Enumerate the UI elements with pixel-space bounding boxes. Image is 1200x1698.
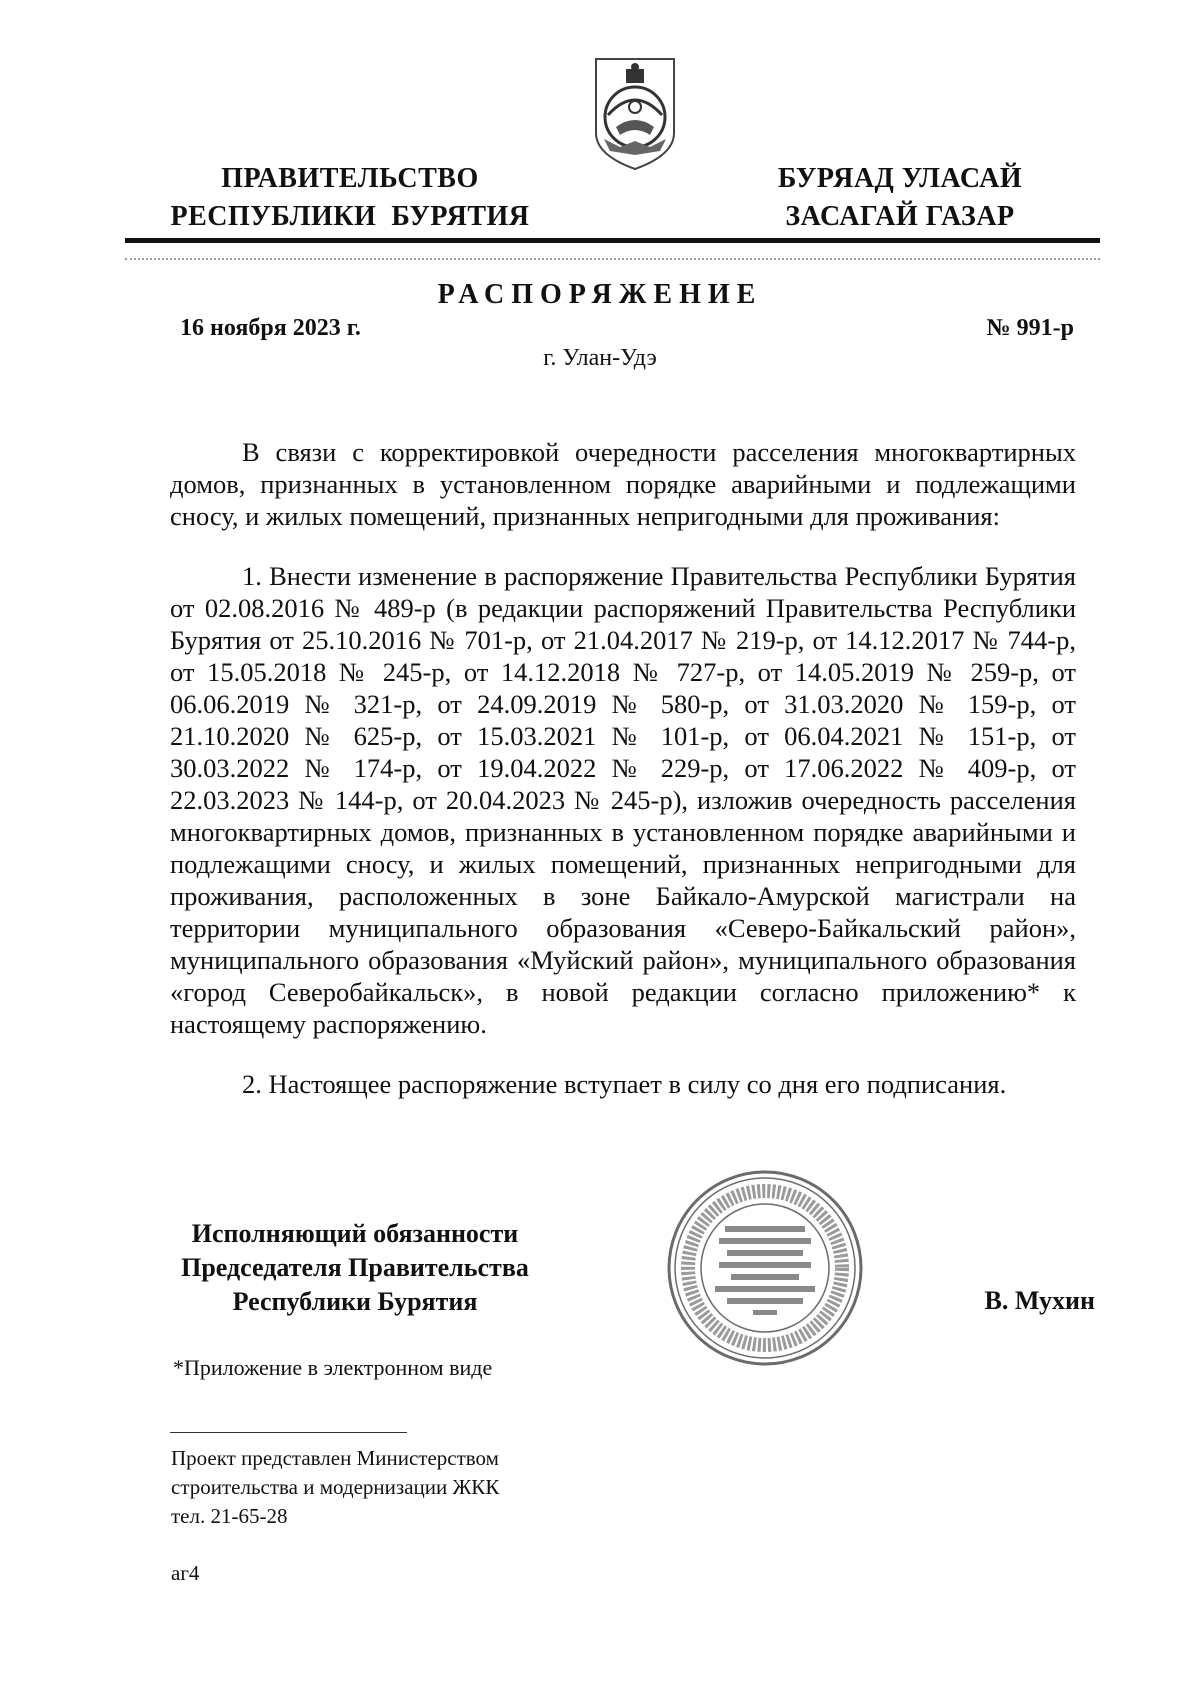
document-city: г. Улан-Удэ (543, 345, 657, 371)
government-name-buryat-line1: БУРЯАД УЛАСАЙ (777, 163, 1023, 194)
government-name-line1: ПРАВИТЕЛЬСТВО (221, 163, 479, 194)
signatory-position-line2: Председателя Правительства (181, 1253, 529, 1282)
government-name-line2: РЕСПУБЛИКИ БУРЯТИЯ (170, 201, 530, 232)
signatory-position (160, 1217, 550, 1319)
government-name-russian (150, 160, 550, 236)
document-number: № 991-р (986, 315, 1074, 341)
project-info-phone: тел. 21-65-28 (171, 1504, 288, 1528)
project-info-line1: Проект представлен Министерством (171, 1446, 499, 1470)
header-dotted-divider (125, 258, 1100, 260)
attachment-note: *Приложение в электронном виде (173, 1355, 493, 1380)
item-1-paragraph: 1. Внести изменение в распоряжение Правительства Республики Бурятия от 02.08.2016 № 489-р (в редакции распоряжений Правительства Республики Бурятия от 25.10.2016 № 701-р, от 21.04.2017 № 219-р, от 14.12.2017 № 744-р, от 15.05.2018 № 245-р, от 14.12.2018 № 727-р, от 14.05.2019 № 259-р, от 06.06.2019 № 321-р, от 24.09.2019 № 580-р, от 31.03.2020 № 159-р, от 21.10.2020 № 625-р, от 15.03.2021 № 101-р, от 06.04.2021 № 151-р, от 30.03.2022 № 174-р, от 19.04.2022 № 229-р, от 17.06.2022 № 409-р, от 22.03.2023 № 144-р, от 20.04.2023 № 245-р), изложив очередность расселения многоквартирных домов, признанных в установленном порядке аварийными и подлежащими сносу, и жилых помещений, признанных непригодными для проживания, расположенных в зоне Байкало-Амурской магистрали на территории муниципального образования «Северо-Байкальский район», муниципального образования «Муйский район», муниципального образования «город Северобайкальск», в новой редакции согласно приложению* к настоящему распоряжению. (170, 561, 1076, 1039)
document-code: аг4 (171, 1561, 200, 1585)
signatory-name: В. Мухин (984, 1286, 1095, 1315)
signatory-position-line1: Исполняющий обязанности (191, 1219, 519, 1248)
project-info-line2: строительства и модернизации ЖКК (171, 1475, 500, 1499)
signatory-position-line3: Республики Бурятия (232, 1287, 478, 1316)
official-seal-icon (665, 1168, 865, 1368)
government-name-buryat-line2: ЗАСАГАЙ ГАЗАР (785, 201, 1015, 232)
header-divider (125, 238, 1100, 243)
document-date: 16 ноября 2023 г. (180, 315, 361, 341)
footer-divider (170, 1432, 407, 1433)
project-info (171, 1444, 591, 1531)
document-body (170, 436, 1076, 1128)
government-name-buryat (740, 160, 1060, 236)
document-type: РАСПОРЯЖЕНИЕ (437, 279, 763, 310)
coat-of-arms-icon (590, 55, 680, 173)
item-2-paragraph: 2. Настоящее распоряжение вступает в силу со дня его подписания. (242, 1069, 1007, 1099)
preamble-paragraph: В связи с корректировкой очередности расселения многоквартирных домов, признанных в установленном порядке аварийными и подлежащими сносу, и жилых помещений, признанных непригодными для проживания: (170, 437, 1076, 531)
